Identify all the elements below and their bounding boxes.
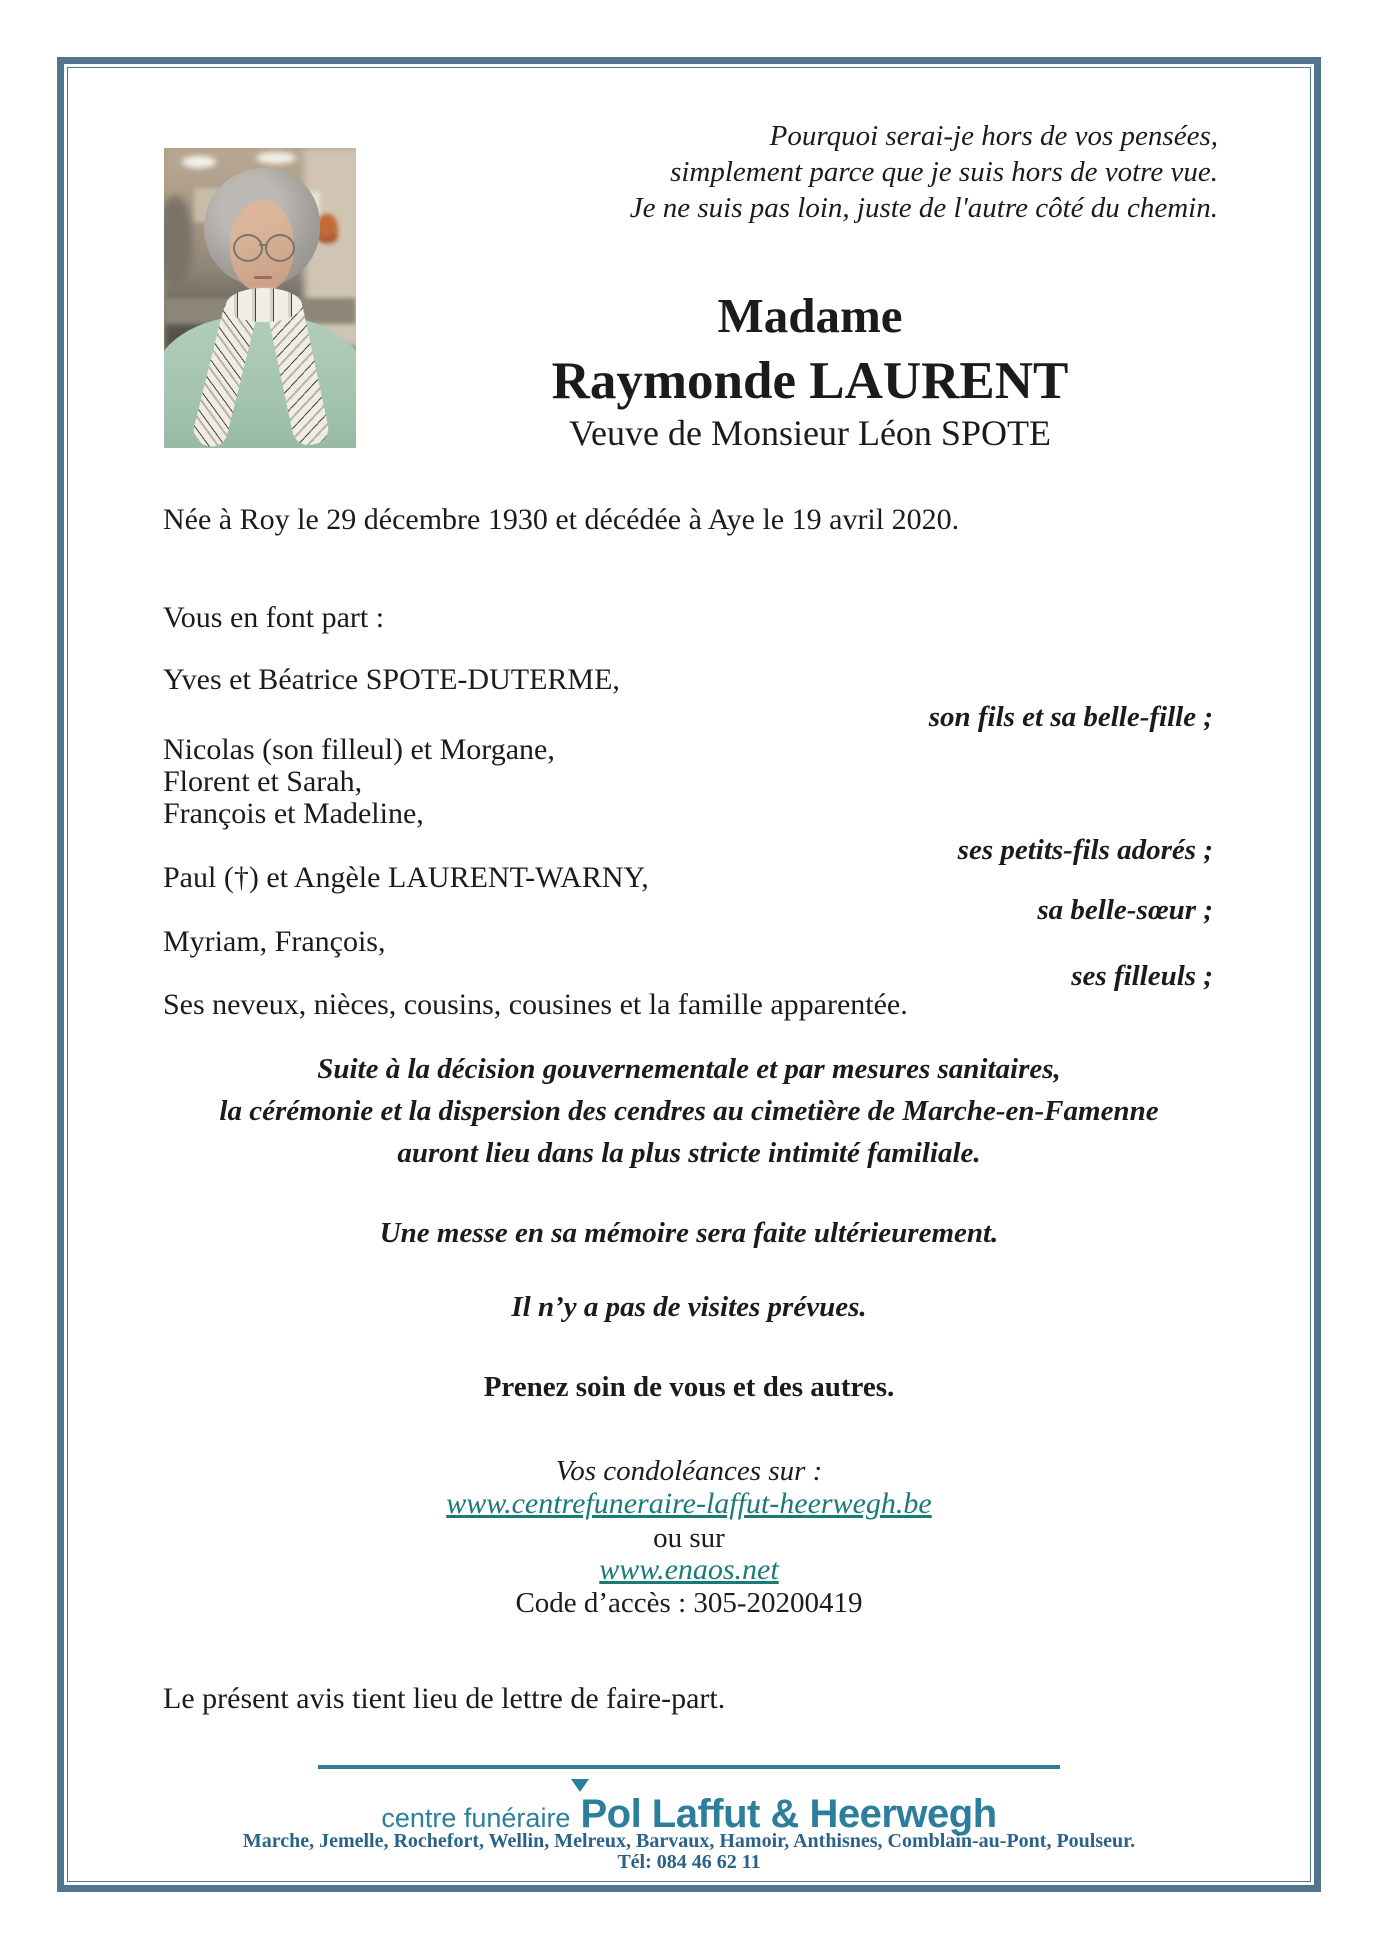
relation-label: ses petits-fils adorés ; [957, 834, 1213, 866]
portrait-photo [164, 148, 356, 448]
quote-line-2: simplement parce que je suis hors de votre vue. [670, 156, 1218, 188]
mourner-line: Yves et Béatrice SPOTE-DUTERME, [163, 663, 620, 696]
condolences-link-enaos[interactable]: www.enaos.net [599, 1553, 779, 1586]
photo-glasses [233, 234, 263, 262]
condolences-link-primary[interactable]: www.centrefuneraire-laffut-heerwegh.be [446, 1487, 932, 1520]
mourner-line: Ses neveux, nièces, cousins, cousines et la famille apparentée. [163, 988, 908, 1021]
access-code-line: Code d’accès : 305-20200419 [515, 1587, 863, 1619]
mourner-line: Paul (†) et Angèle LAURENT-WARNY, [163, 861, 649, 894]
visits-line: Il n’y a pas de visites prévues. [511, 1291, 867, 1323]
birth-death-line: Née à Roy le 29 décembre 1930 et décédée à Aye le 19 avril 2020. [163, 503, 960, 536]
condolences-or: ou sur [653, 1522, 725, 1554]
brand-name: Pol Laffut & Heerwegh [580, 1792, 997, 1836]
relation-label: ses filleuls ; [1071, 960, 1213, 992]
mass-line: Une messe en sa mémoire sera faite ultérieurement. [379, 1217, 999, 1249]
care-line: Prenez soin de vous et des autres. [483, 1371, 895, 1403]
quote-line-1: Pourquoi serai-je hors de vos pensées, [769, 120, 1218, 152]
brand-triangle-icon [571, 1779, 589, 1792]
ceremony-line-3: auront lieu dans la plus stricte intimité familiale. [397, 1137, 981, 1169]
mourner-line: Myriam, François, [163, 925, 386, 958]
mourner-line: François et Madeline, [163, 797, 424, 830]
ceremony-line-2: la cérémonie et la dispersion des cendres au cimetière de Marche-en-Famenne [219, 1095, 1159, 1127]
brand-prefix: centre funéraire [381, 1803, 571, 1833]
title-subtitle: Veuve de Monsieur Léon SPOTE [569, 413, 1051, 453]
notice-line: Le présent avis tient lieu de lettre de faire-part. [163, 1682, 726, 1715]
intro-line: Vous en font part : [163, 601, 385, 634]
mourner-line: Florent et Sarah, [163, 765, 363, 798]
title-salutation: Madame [717, 288, 903, 343]
condolences-intro: Vos condoléances sur : [555, 1455, 823, 1487]
footer-phone: Tél: 084 46 62 11 [617, 1851, 761, 1873]
memorial-quote [630, 118, 1218, 226]
quote-line-3: Je ne suis pas loin, juste de l'autre côté du chemin. [629, 192, 1218, 224]
footer-locations: Marche, Jemelle, Rochefort, Wellin, Melreux, Barvaux, Hamoir, Anthisnes, Comblain-au-Pont, Poulseur. [242, 1830, 1136, 1852]
ceremony-line-1: Suite à la décision gouvernementale et par mesures sanitaires, [317, 1053, 1061, 1085]
mourner-line: Nicolas (son filleul) et Morgane, [163, 733, 555, 766]
relation-label: sa belle-sœur ; [1037, 894, 1213, 926]
footer-divider [318, 1765, 1060, 1769]
relation-label: son fils et sa belle-fille ; [928, 701, 1213, 733]
deceased-name: Raymonde LAURENT [551, 352, 1069, 410]
